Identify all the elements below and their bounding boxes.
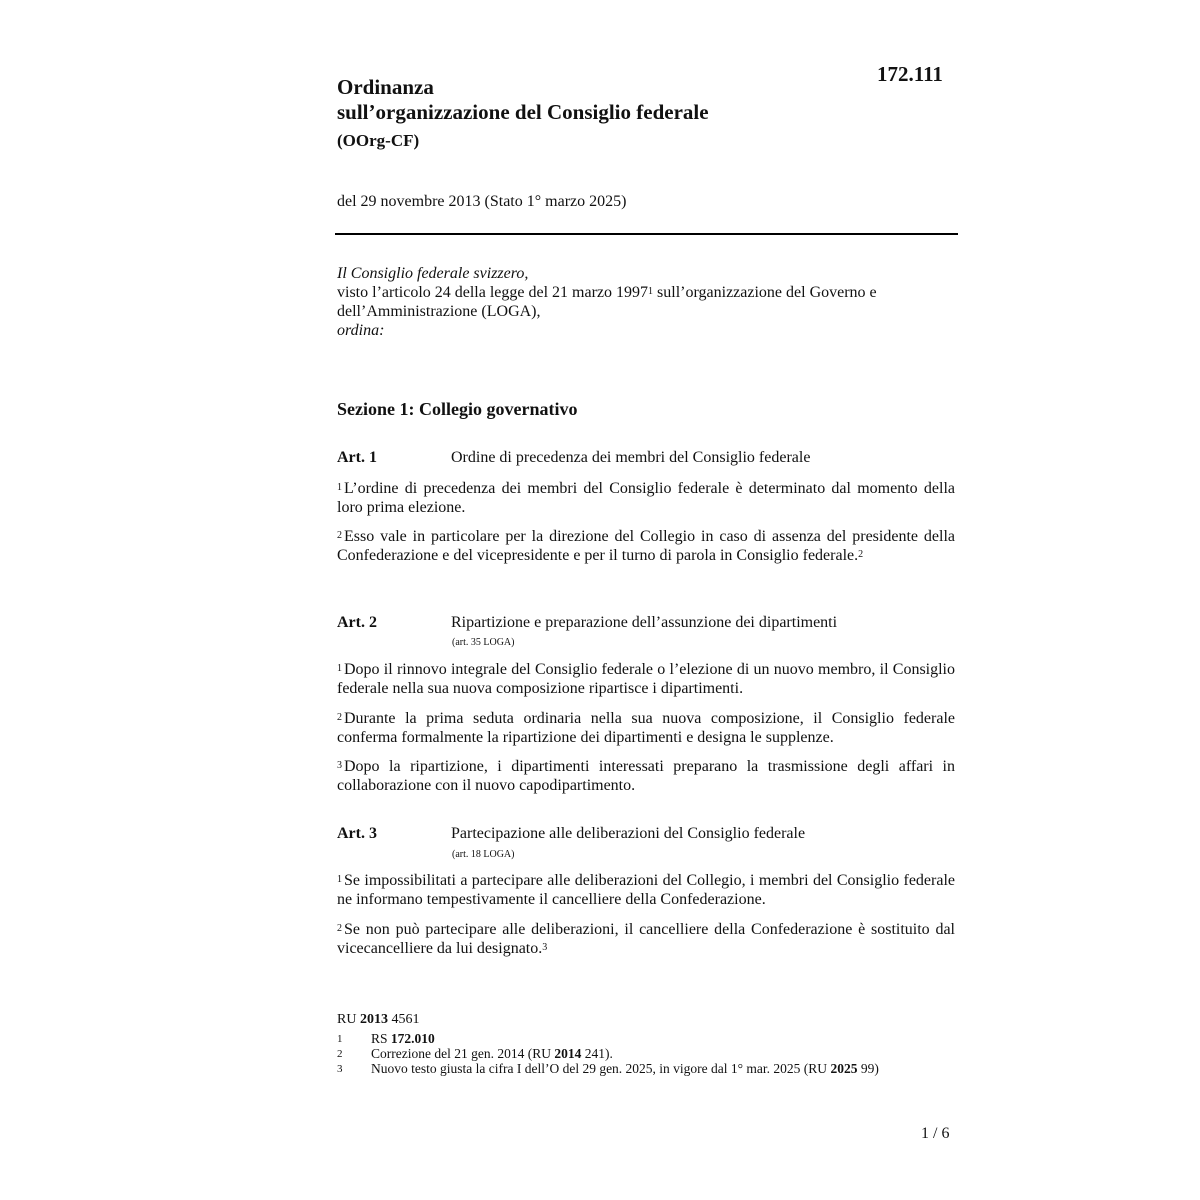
header-divider (335, 233, 958, 235)
title-line-1: Ordinanza (337, 75, 434, 99)
footnote-1: 1 RS 172.010 (337, 1031, 435, 1046)
article-2-paragraph-2: $^2$ Durante la prima seduta ordinaria nella sua nuova composizione, il Consiglio federale conferma formalmente la ripartizione dei dipartimenti e designa le supplenze. (337, 710, 955, 746)
sr-number: 172.111 (877, 62, 943, 86)
document-title (337, 75, 709, 153)
article-1-title: Ordine di precedenza dei membri del Consiglio federale (451, 449, 811, 466)
preamble (337, 264, 955, 340)
footnote-ref[interactable]: 2 (858, 549, 864, 560)
article-1-paragraph-1: $^1$ L’ordine di precedenza dei membri del Consiglio federale è determinato dal momento della loro prima elezione. (337, 480, 955, 516)
article-2-number: Art. 2 (337, 614, 377, 631)
article-1-paragraph-2: $^2$ Esso vale in particolare per la direzione del Collegio in caso di assenza del presidente della Confederazione e del vicepresidente e per il turno di parola in Consiglio federale.$^2$ (337, 528, 955, 564)
document-date: del 29 novembre 2013 (Stato 1° marzo 2025) (337, 193, 627, 210)
footnote-ref[interactable]: 1 (648, 286, 654, 297)
article-3-paragraph-1: $^1$ Se impossibilitati a partecipare alle deliberazioni del Collegio, i membri del Consiglio federale ne informano tempestivamente il cancelliere della Confederazione. (337, 872, 955, 908)
article-1-number: Art. 1 (337, 449, 377, 466)
section-title: Sezione 1: Collegio governativo (337, 399, 578, 419)
title-abbreviation: (OOrg-CF) (337, 131, 420, 150)
page-number: 1 / 6 (921, 1125, 950, 1142)
article-3-paragraph-2: $^2$ Se non può partecipare alle deliberazioni, il cancelliere della Confederazione è sostituito dal vicecancelliere da lui designato.$^3$ (337, 921, 955, 957)
title-line-2: sull’organizzazione del Consiglio federale (337, 100, 709, 124)
official-compilation-ref: RU 2013 4561 (337, 1012, 420, 1027)
article-3-reference: (art. 18 LOGA) (452, 849, 515, 860)
footnote-ref[interactable]: 3 (542, 942, 548, 953)
preamble-ordina: ordina: (337, 322, 385, 339)
article-2-paragraph-3: $^3$ Dopo la ripartizione, i dipartimenti interessati preparano la trasmissione degli affari in collaborazione con il nuovo capodipartimento. (337, 758, 955, 794)
preamble-authority: Il Consiglio federale svizzero, (337, 265, 529, 282)
article-2-reference: (art. 35 LOGA) (452, 637, 515, 648)
article-3-title: Partecipazione alle deliberazioni del Consiglio federale (451, 825, 806, 842)
article-3-number: Art. 3 (337, 825, 377, 842)
article-2-paragraph-1: $^1$ Dopo il rinnovo integrale del Consiglio federale o l’elezione di un nuovo membro, il Consiglio federale nella sua nuova composizione ripartisce i dipartimenti. (337, 661, 955, 697)
article-2-title: Ripartizione e preparazione dell’assunzione dei dipartimenti (451, 614, 838, 631)
footnote-2: 2 Correzione del 21 gen. 2014 (RU 2014 241). (337, 1046, 613, 1061)
footnote-3: 3 Nuovo testo giusta la cifra I dell’O del 29 gen. 2025, in vigore dal 1° mar. 2025 (RU 2025 99) (337, 1061, 879, 1076)
preamble-basis: visto l’articolo 24 della legge del 21 marzo 1997$^1$ sull’organizzazione del Governo e dell’Amministrazione (LOGA), (337, 284, 877, 320)
